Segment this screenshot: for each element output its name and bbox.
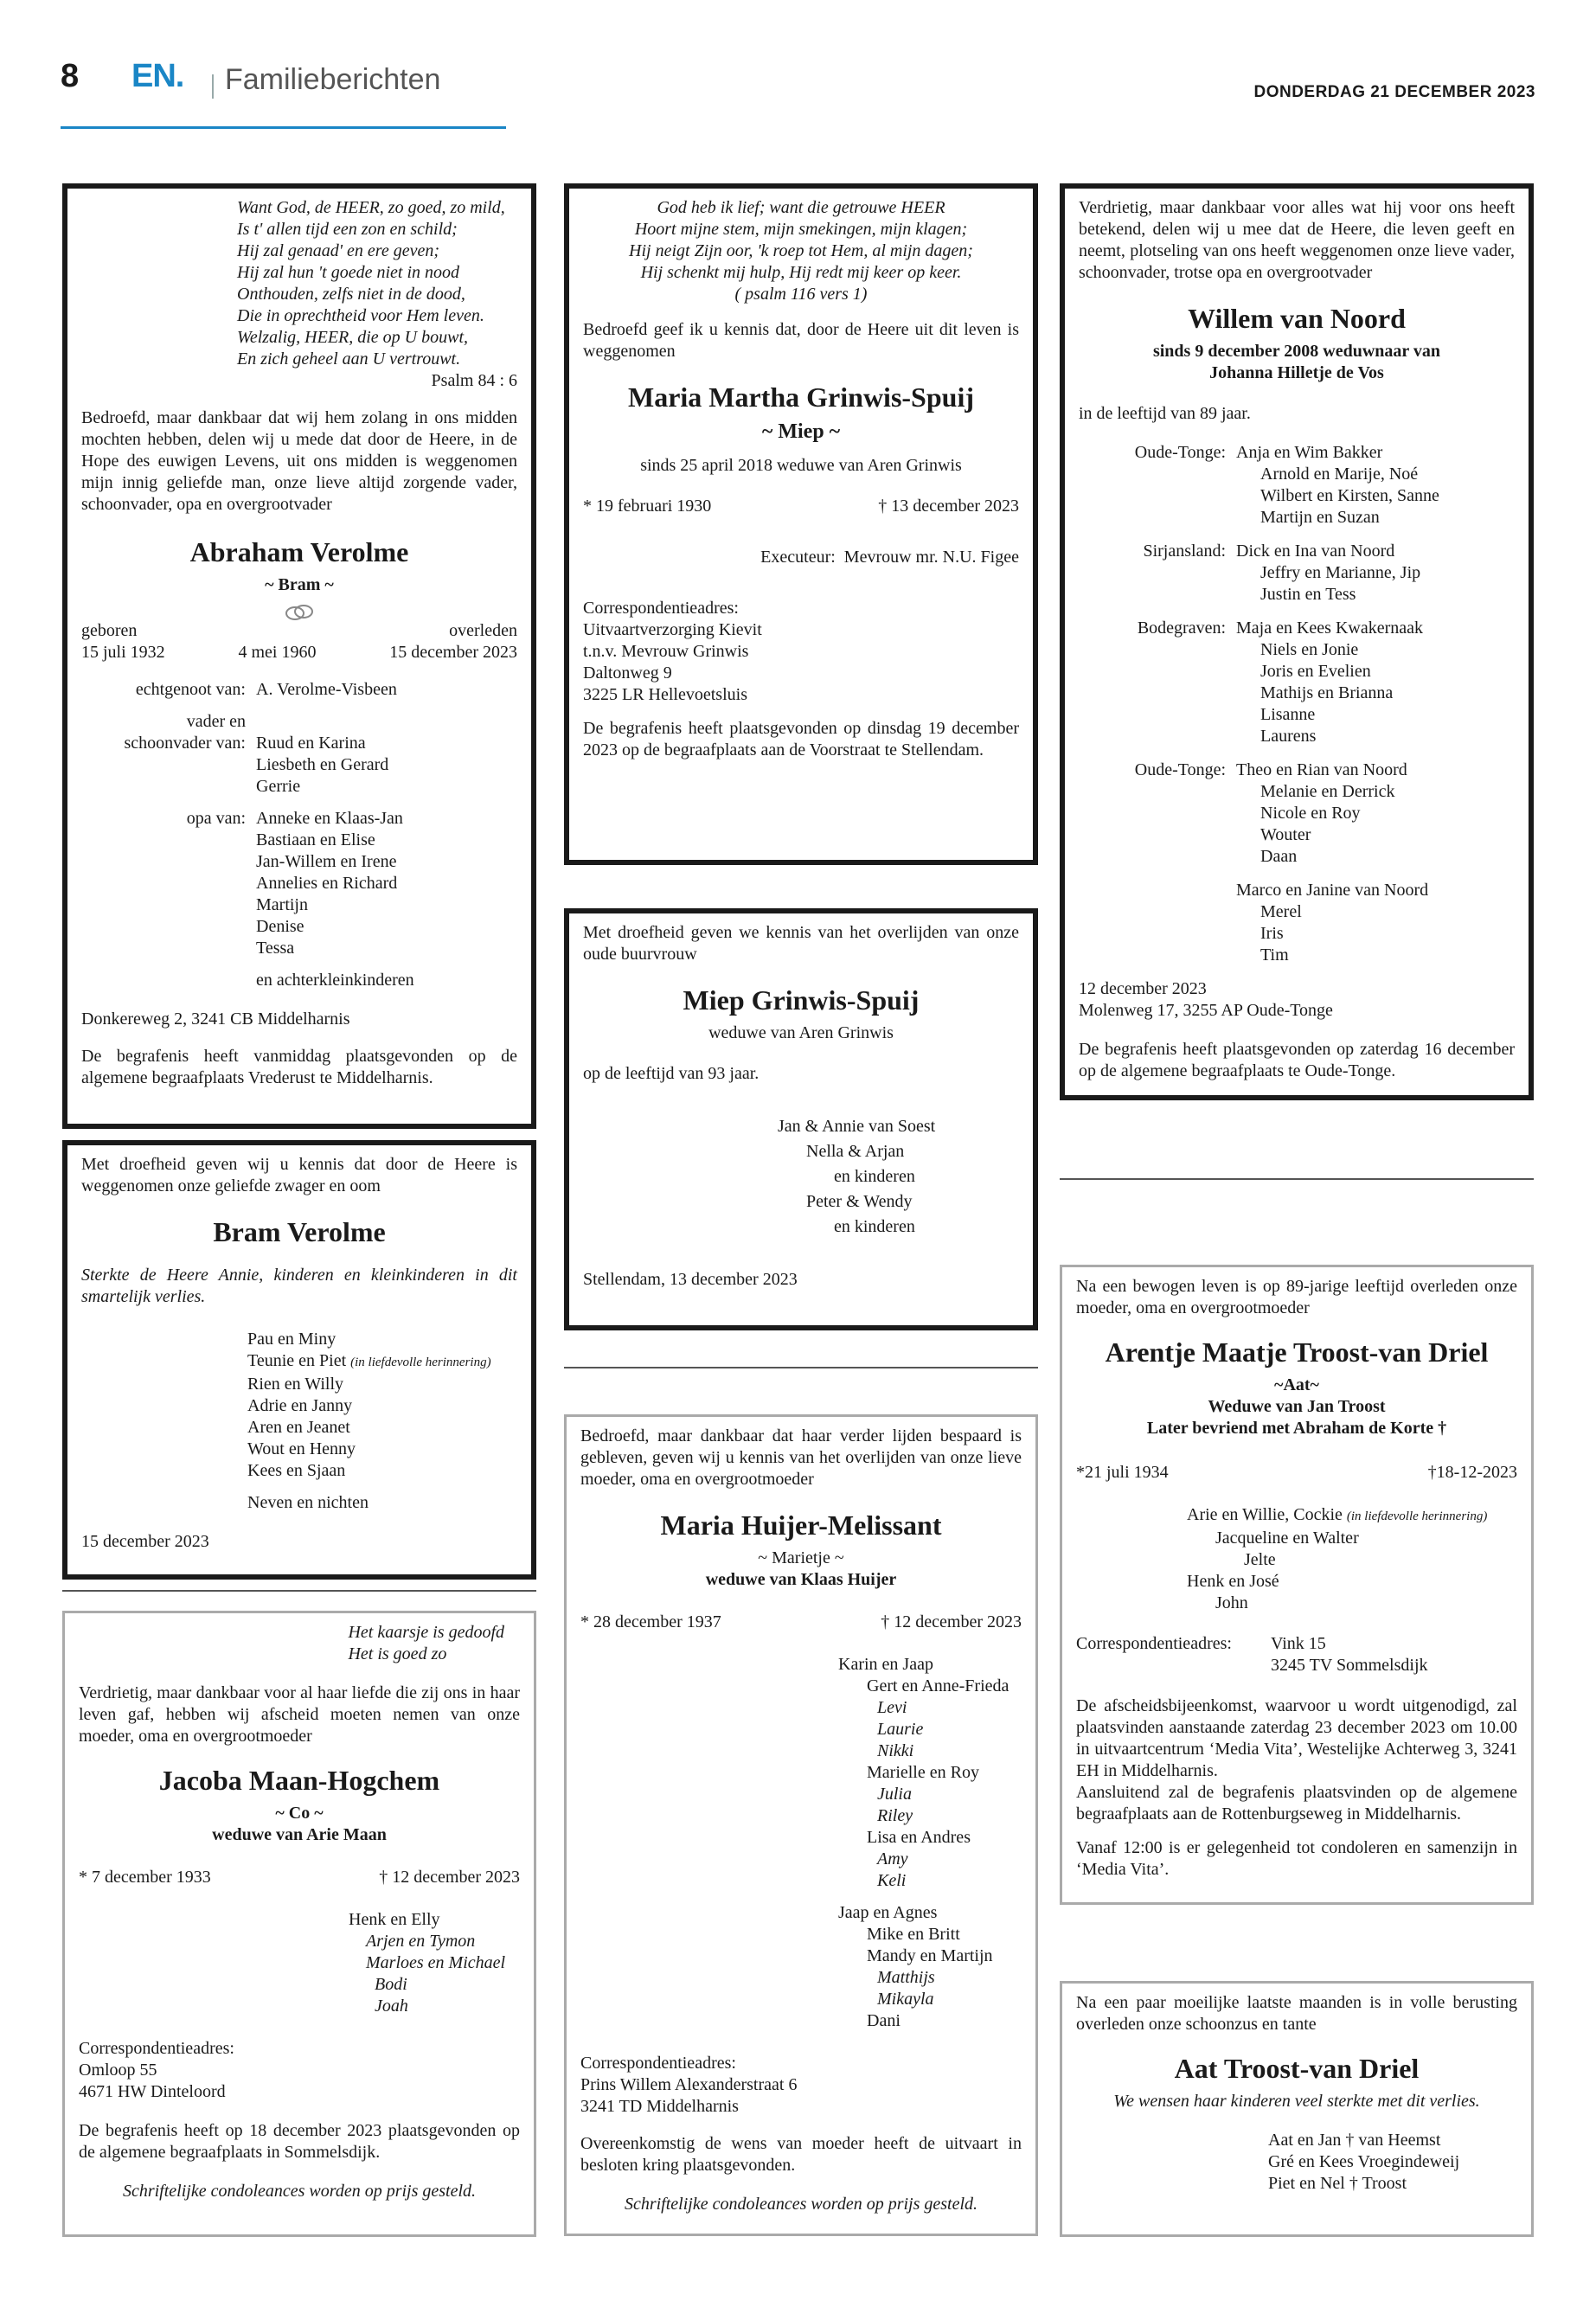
verse-reference: ( psalm 116 vers 1) bbox=[734, 285, 868, 304]
family-group bbox=[1079, 541, 1515, 606]
children-label: schoonvader van: bbox=[124, 734, 246, 753]
condolence-wish: We wensen haar kinderen veel sterkte met dit verlies. bbox=[1113, 2092, 1480, 2111]
verse-line: Die in oprechtheid voor Hem leven. bbox=[237, 306, 484, 325]
funeral-text: De begrafenis heeft op 18 december 2023 plaatsgevonden op de algemene begraafplaats in Sommelsdijk. bbox=[79, 2121, 520, 2162]
correspondence-label: Correspondentieadres: bbox=[79, 2039, 234, 2058]
deceased-name: Arentje Maatje Troost-van Driel bbox=[1105, 1336, 1489, 1368]
verse-line: Onthouden, zelfs niet in de dood, bbox=[237, 285, 465, 304]
correspondence-line: t.n.v. Mevrouw Grinwis bbox=[583, 642, 749, 661]
family-member: Peter & Wendy bbox=[806, 1192, 913, 1211]
born-date: *21 juli 1934 bbox=[1076, 1463, 1169, 1482]
deceased-name: Maria Huijer-Melissant bbox=[660, 1509, 942, 1541]
child: Ruud en Karina bbox=[256, 734, 366, 753]
place-label: Oude-Tonge: bbox=[1134, 760, 1226, 779]
family-member: Gert en Anne-Frieda bbox=[867, 1676, 1010, 1695]
family-member: Daan bbox=[1260, 847, 1298, 866]
correspondence-line: 3225 LR Hellevoetsluis bbox=[583, 685, 747, 704]
dates-row bbox=[580, 1612, 1022, 1633]
family-list bbox=[1079, 442, 1515, 966]
family-member: Wouter bbox=[1260, 825, 1311, 844]
died-date: †18-12-2023 bbox=[1427, 1463, 1517, 1482]
grandchild: Mikayla bbox=[877, 1990, 934, 2009]
correspondence bbox=[583, 598, 1019, 706]
family-member: Nicole en Roy bbox=[1260, 804, 1361, 823]
psalm-verse bbox=[583, 197, 1019, 305]
correspondence-line: Vink 15 bbox=[1271, 1634, 1326, 1653]
family-member: Henk en José bbox=[1187, 1572, 1279, 1591]
widower-of: sinds 9 december 2008 weduwnaar van bbox=[1152, 342, 1441, 361]
deceased-name: Maria Martha Grinwis-Spuij bbox=[628, 381, 974, 413]
spouse-label: echtgenoot van: bbox=[135, 680, 246, 699]
correspondence-label: Correspondentieadres: bbox=[580, 2054, 736, 2073]
page-header bbox=[0, 0, 1596, 130]
notice-maria-martha-grinwis-spuij bbox=[564, 183, 1038, 865]
grandchild: Laurie bbox=[877, 1720, 924, 1739]
grandchild: Matthijs bbox=[877, 1968, 935, 1987]
family-member: Anja en Wim Bakker bbox=[1236, 443, 1383, 462]
notice-date: 12 december 2023 bbox=[1079, 979, 1207, 998]
grandchild: Nikki bbox=[877, 1741, 914, 1760]
widow-of: weduwe van Arie Maan bbox=[212, 1825, 387, 1844]
verse-line: Hoort mijne stem, mijn smekingen, mijn klagen; bbox=[634, 220, 968, 239]
family-member: en kinderen bbox=[834, 1167, 915, 1186]
family-member: Arie en Willie, Cockie bbox=[1187, 1505, 1343, 1524]
dates-row bbox=[583, 496, 1019, 517]
family-list bbox=[1268, 2130, 1517, 2195]
dates-row bbox=[1076, 1462, 1517, 1484]
widow-of: weduwe van Klaas Huijer bbox=[705, 1570, 897, 1589]
condolence-wish: Sterkte de Heere Annie, kinderen en kleinkinderen in dit smartelijk verlies. bbox=[81, 1266, 517, 1306]
widower-of-name: Johanna Hilletje de Vos bbox=[1209, 363, 1384, 382]
family-list bbox=[349, 1909, 520, 2017]
family-member: Piet en Nel † Troost bbox=[1268, 2174, 1407, 2193]
great-grandchild: Bodi bbox=[375, 1975, 407, 1994]
family-member: Niels en Jonie bbox=[1260, 640, 1359, 659]
grandchild: Bastiaan en Elise bbox=[256, 830, 375, 849]
born-date: * 7 december 1933 bbox=[79, 1868, 211, 1887]
family-group bbox=[1079, 442, 1515, 529]
grandchild: Riley bbox=[877, 1806, 913, 1825]
verse-line: En zich geheel aan U vertrouwt. bbox=[237, 349, 461, 369]
family-member: Nella & Arjan bbox=[806, 1142, 905, 1161]
children-label: vader en bbox=[186, 712, 246, 731]
correspondence-line: 4671 HW Dinteloord bbox=[79, 2082, 226, 2101]
notice-aat-troost-van-driel bbox=[1060, 1981, 1534, 2237]
grandchild: Marloes en Michael bbox=[366, 1953, 506, 1972]
family-member: Iris bbox=[1260, 924, 1284, 943]
column-divider bbox=[1060, 1178, 1534, 1180]
family-group bbox=[1079, 618, 1515, 747]
family-member: Wout en Henny bbox=[247, 1439, 356, 1458]
notice-arentje-maatje-troost-van-driel bbox=[1060, 1265, 1534, 1905]
intro-text: Na een paar moeilijke laatste maanden is in volle berusting overleden onze schoonzus en tante bbox=[1076, 1993, 1517, 2034]
grandchild: Keli bbox=[877, 1871, 907, 1890]
verse-reference: Psalm 84 : 6 bbox=[431, 371, 517, 390]
family-member: Dani bbox=[867, 2011, 901, 2030]
ceremony-text: De afscheidsbijeenkomst, waarvoor u wordt uitgenodigd, zal plaatsvinden aanstaande zaterdag 23 december 2023 om 10.00 in uitvaartcentrum ‘Media Vita’, Westelijke Achterweg 3, 3241 EH in Middelharnis. bbox=[1076, 1696, 1517, 1780]
family-member: Jacqueline en Walter bbox=[1215, 1529, 1359, 1548]
correspondence bbox=[79, 2038, 520, 2103]
intro-text: Met droefheid geven we kennis van het overlijden van onze oude buurvrouw bbox=[583, 923, 1019, 964]
family-member: Lisanne bbox=[1260, 705, 1316, 724]
family-list bbox=[247, 1329, 517, 1514]
verse-line: Hij zal hun 't goede niet in nood bbox=[237, 263, 460, 282]
verse-line: Het kaarsje is gedoofd bbox=[348, 1623, 504, 1642]
family-member: Jeffry en Marianne, Jip bbox=[1260, 563, 1421, 582]
place-label bbox=[1079, 880, 1226, 966]
place-label: Bodegraven: bbox=[1137, 619, 1226, 638]
memory-note: (in liefdevolle herinnering) bbox=[350, 1356, 491, 1369]
funeral-text: De begrafenis heeft plaatsgevonden op dinsdag 19 december 2023 op de begraafplaats aan de Voorstraat te Stellendam. bbox=[583, 719, 1019, 760]
family-member: Joris en Evelien bbox=[1260, 662, 1371, 681]
header-divider bbox=[212, 74, 214, 99]
family-group bbox=[1079, 880, 1515, 966]
executor bbox=[583, 547, 1019, 568]
condolence-text: Vanaf 12:00 is er gelegenheid tot condoleren en samenzijn in ‘Media Vita’. bbox=[1076, 1838, 1517, 1879]
correspondence-line: Omloop 55 bbox=[79, 2061, 157, 2080]
intro-text: Verdrietig, maar dankbaar voor al haar liefde die zij ons in haar leven gaf, hebben wij afscheid moeten nemen van onze moeder, oma en overgrootmoeder bbox=[79, 1683, 520, 1746]
widow-of: weduwe van Aren Grinwis bbox=[708, 1023, 894, 1042]
verse-line: Want God, de HEER, zo goed, zo mild, bbox=[237, 198, 505, 217]
family-member: Jelte bbox=[1244, 1550, 1276, 1569]
deceased-name: Jacoba Maan-Hogchem bbox=[158, 1765, 440, 1796]
family-member: Justin en Tess bbox=[1260, 585, 1356, 604]
deceased-name: Abraham Verolme bbox=[189, 536, 409, 567]
born-date: * 19 februari 1930 bbox=[583, 497, 712, 516]
widow-of: Weduwe van Jan Troost bbox=[1208, 1397, 1386, 1416]
intro-text: Bedroefd, maar dankbaar dat wij hem zolang in ons midden mochten hebben, delen wij u mede dat door de Heere, in de Hope des euwigen Levens, uit ons midden is weggenomen mijn innig geliefde man, onze lieve altijd zorgende vader, schoonvader, opa en overgrootvader bbox=[81, 408, 517, 514]
executor-label: Executeur: bbox=[760, 548, 836, 567]
column-divider bbox=[564, 1367, 1038, 1368]
family-member: Pau en Miny bbox=[247, 1330, 337, 1349]
psalm-verse bbox=[237, 197, 517, 370]
died-date: † 12 december 2023 bbox=[881, 1612, 1022, 1631]
deceased-name: Aat Troost-van Driel bbox=[1174, 2053, 1420, 2084]
family-member: Teunie en Piet bbox=[247, 1351, 347, 1370]
footer-note: Schriftelijke condoleances worden op prijs gesteld. bbox=[122, 2182, 477, 2201]
wish-text: Overeenkomstig de wens van moeder heeft de uitvaart in besloten kring plaatsgevonden. bbox=[580, 2134, 1022, 2175]
family-member: Mathijs en Brianna bbox=[1260, 683, 1394, 702]
correspondence-label: Correspondentieadres: bbox=[1076, 1634, 1232, 1653]
verse-line: Is t' allen tijd een zon en schild; bbox=[237, 220, 458, 239]
notice-date: 15 december 2023 bbox=[81, 1532, 209, 1551]
family-member: en kinderen bbox=[834, 1217, 915, 1236]
grandchild: Arjen en Tymon bbox=[366, 1932, 476, 1951]
family-group bbox=[1079, 760, 1515, 868]
deceased-name: Bram Verolme bbox=[213, 1216, 386, 1247]
child: Gerrie bbox=[256, 777, 301, 796]
family-member: Gré en Kees Vroegindeweij bbox=[1268, 2152, 1460, 2171]
family-member: Melanie en Derrick bbox=[1260, 782, 1395, 801]
grandchildren-label: opa van: bbox=[186, 809, 246, 828]
family-member: John bbox=[1215, 1593, 1248, 1612]
newspaper-logo: EN. bbox=[131, 58, 184, 94]
family-member: Aren en Jeanet bbox=[247, 1418, 350, 1437]
born-date: * 28 december 1937 bbox=[580, 1612, 721, 1631]
family-member: Tim bbox=[1260, 945, 1289, 965]
grandchild: Jan-Willem en Irene bbox=[256, 852, 397, 871]
family-member: Arnold en Marije, Noé bbox=[1260, 465, 1419, 484]
family-member: Martijn en Suzan bbox=[1260, 508, 1380, 527]
family-member: Aat en Jan † van Heemst bbox=[1268, 2131, 1441, 2150]
verse-line: Hij neigt Zijn oor, 'k roep tot Hem, al mijn dagen; bbox=[629, 241, 973, 260]
place-date: Stellendam, 13 december 2023 bbox=[583, 1270, 798, 1289]
grandchild: Levi bbox=[877, 1698, 907, 1717]
spouse-name: A. Verolme-Visbeen bbox=[256, 680, 397, 699]
married-date: 4 mei 1960 bbox=[238, 643, 317, 662]
family-member: Adrie en Janny bbox=[247, 1396, 353, 1415]
nephews-nieces: Neven en nichten bbox=[247, 1493, 369, 1512]
family-member: Mike en Britt bbox=[867, 1925, 960, 1944]
page-number: 8 bbox=[61, 58, 80, 94]
notice-jacoba-maan-hogchem bbox=[62, 1611, 536, 2237]
correspondence-line: Uitvaartverzorging Kievit bbox=[583, 620, 762, 639]
children-list bbox=[81, 711, 517, 798]
header-rule bbox=[61, 126, 506, 129]
notice-maria-huijer-melissant bbox=[564, 1414, 1038, 2236]
intro-text: Met droefheid geven wij u kennis dat door de Heere is weggenomen onze geliefde zwager en oom bbox=[81, 1155, 517, 1195]
notice-willem-van-noord bbox=[1060, 183, 1534, 1100]
grandchild: Julia bbox=[877, 1785, 912, 1804]
funeral-text: De begrafenis heeft plaatsgevonden op zaterdag 16 december op de algemene begraafplaats te Oude-Tonge. bbox=[1079, 1040, 1515, 1080]
family-member: Maja en Kees Kwakernaak bbox=[1236, 619, 1424, 638]
great-grandchild: Joah bbox=[375, 1997, 408, 2016]
family-member: Merel bbox=[1260, 902, 1302, 921]
intro-text: Verdrietig, maar dankbaar voor alles wat hij voor ons heeft betekend, delen wij u mee dat de Heere, die leven geeft en neemt, plotseling van ons heeft weggenomen onze lieve vader, schoonvader, trotse opa en overgrootvader bbox=[1079, 198, 1515, 282]
nickname: ~ Co ~ bbox=[275, 1804, 324, 1823]
later-friend: Later bevriend met Abraham de Korte † bbox=[1146, 1419, 1447, 1438]
age-text: in de leeftijd van 89 jaar. bbox=[1079, 404, 1251, 423]
family-member: Rien en Willy bbox=[247, 1375, 344, 1394]
grandchild: Martijn bbox=[256, 895, 308, 914]
grandchild: Tessa bbox=[256, 939, 295, 958]
grandchild: Anneke en Klaas-Jan bbox=[256, 809, 403, 828]
died-date: 15 december 2023 bbox=[389, 643, 517, 662]
family-member: Wilbert en Kirsten, Sanne bbox=[1260, 486, 1439, 505]
correspondence bbox=[580, 2053, 1022, 2118]
died-date: † 12 december 2023 bbox=[379, 1868, 520, 1887]
family-member: Marielle en Roy bbox=[867, 1763, 979, 1782]
verse bbox=[79, 1622, 520, 1665]
deceased-name: Miep Grinwis-Spuij bbox=[683, 984, 920, 1016]
family-member: Jan & Annie van Soest bbox=[778, 1117, 936, 1136]
funeral-text: De begrafenis heeft vanmiddag plaatsgevonden op de algemene begraafplaats Vrederust te Middelharnis. bbox=[81, 1047, 517, 1087]
family-list bbox=[1187, 1504, 1517, 1614]
family-member: Jaap en Agnes bbox=[838, 1903, 938, 1922]
family-list bbox=[81, 679, 517, 701]
dates-row bbox=[79, 1867, 520, 1888]
family-member: Kees en Sjaan bbox=[247, 1461, 346, 1480]
family-member: Henk en Elly bbox=[349, 1910, 440, 1929]
address: Molenweg 17, 3255 AP Oude-Tonge bbox=[1079, 1001, 1333, 1020]
family-member: Mandy en Martijn bbox=[867, 1946, 993, 1965]
verse-line: Hij zal genaad' en ere geven; bbox=[237, 241, 440, 260]
column-divider bbox=[62, 1590, 536, 1592]
family-member: Lisa en Andres bbox=[867, 1828, 971, 1847]
deceased-name: Willem van Noord bbox=[1188, 303, 1406, 334]
correspondence-line: 3245 TV Sommelsdijk bbox=[1271, 1656, 1428, 1675]
family-member: Karin en Jaap bbox=[838, 1655, 933, 1674]
verse-line: God heb ik lief; want die getrouwe HEER bbox=[657, 198, 945, 217]
funeral-text: Aansluitend zal de begrafenis plaatsvinden op de algemene begraafplaats aan de Rottenburgseweg in Middelharnis. bbox=[1076, 1783, 1517, 1823]
family-list bbox=[838, 1654, 1022, 2032]
grandchild: Amy bbox=[877, 1849, 908, 1868]
dates-row bbox=[81, 620, 517, 663]
intro-text: Bedroefd geef ik u kennis dat, door de Heere uit dit leven is weggenomen bbox=[583, 320, 1019, 361]
correspondence-line: Prins Willem Alexanderstraat 6 bbox=[580, 2075, 798, 2094]
correspondence-line: Daltonweg 9 bbox=[583, 663, 672, 683]
nickname: ~Aat~ bbox=[1274, 1375, 1319, 1394]
born-label: geboren bbox=[81, 621, 138, 640]
child: Liesbeth en Gerard bbox=[256, 755, 389, 774]
died-date: † 13 december 2023 bbox=[878, 497, 1019, 516]
verse-line: Hij schenkt mij hulp, Hij redt mij keer op keer. bbox=[640, 263, 962, 282]
grandchild: Denise bbox=[256, 917, 304, 936]
place-label: Sirjansland: bbox=[1143, 542, 1226, 561]
widow-of: sinds 25 april 2018 weduwe van Aren Grinwis bbox=[640, 456, 962, 475]
family-member: Laurens bbox=[1260, 727, 1317, 746]
nickname: ~ Bram ~ bbox=[265, 575, 334, 594]
address: Donkereweg 2, 3241 CB Middelharnis bbox=[81, 1009, 350, 1029]
correspondence bbox=[1076, 1633, 1517, 1676]
verse-line: Welzalig, HEER, die op U bouwt, bbox=[237, 328, 469, 347]
nickname: ~ Marietje ~ bbox=[758, 1548, 844, 1567]
issue-date: DONDERDAG 21 DECEMBER 2023 bbox=[1253, 83, 1535, 101]
grandchildren-list bbox=[81, 808, 517, 991]
memory-note: (in liefdevolle herinnering) bbox=[1346, 1509, 1488, 1523]
executor-name: Mevrouw mr. N.U. Figee bbox=[843, 548, 1019, 567]
family-member: Dick en Ina van Noord bbox=[1236, 542, 1395, 561]
verse-line: Het is goed zo bbox=[348, 1644, 447, 1663]
family-list bbox=[778, 1114, 1019, 1240]
intro-text: Bedroefd, maar dankbaar dat haar verder lijden bespaard is gebleven, geven wij u kennis van het overlijden van onze lieve moeder, oma en overgrootmoeder bbox=[580, 1426, 1022, 1489]
nickname: ~ Miep ~ bbox=[761, 420, 841, 443]
notice-bram-verolme bbox=[62, 1140, 536, 1580]
died-label: overleden bbox=[449, 621, 517, 640]
correspondence-label: Correspondentieadres: bbox=[583, 599, 739, 618]
family-member: Marco en Janine van Noord bbox=[1236, 881, 1429, 900]
family-member: Theo en Rian van Noord bbox=[1236, 760, 1407, 779]
place-label: Oude-Tonge: bbox=[1134, 443, 1226, 462]
born-date: 15 juli 1932 bbox=[81, 643, 165, 662]
notice-miep-grinwis-spuij bbox=[564, 908, 1038, 1330]
intro-text: Na een bewogen leven is op 89-jarige leeftijd overleden onze moeder, oma en overgrootmoeder bbox=[1076, 1277, 1517, 1317]
great-grandchildren: en achterkleinkinderen bbox=[256, 971, 414, 990]
age-text: op de leeftijd van 93 jaar. bbox=[583, 1064, 760, 1083]
grandchild: Annelies en Richard bbox=[256, 874, 398, 893]
section-title: Familieberichten bbox=[225, 63, 441, 96]
correspondence-line: 3241 TD Middelharnis bbox=[580, 2097, 739, 2116]
notice-abraham-verolme bbox=[62, 183, 536, 1129]
footer-note: Schriftelijke condoleances worden op prijs gesteld. bbox=[624, 2195, 978, 2214]
